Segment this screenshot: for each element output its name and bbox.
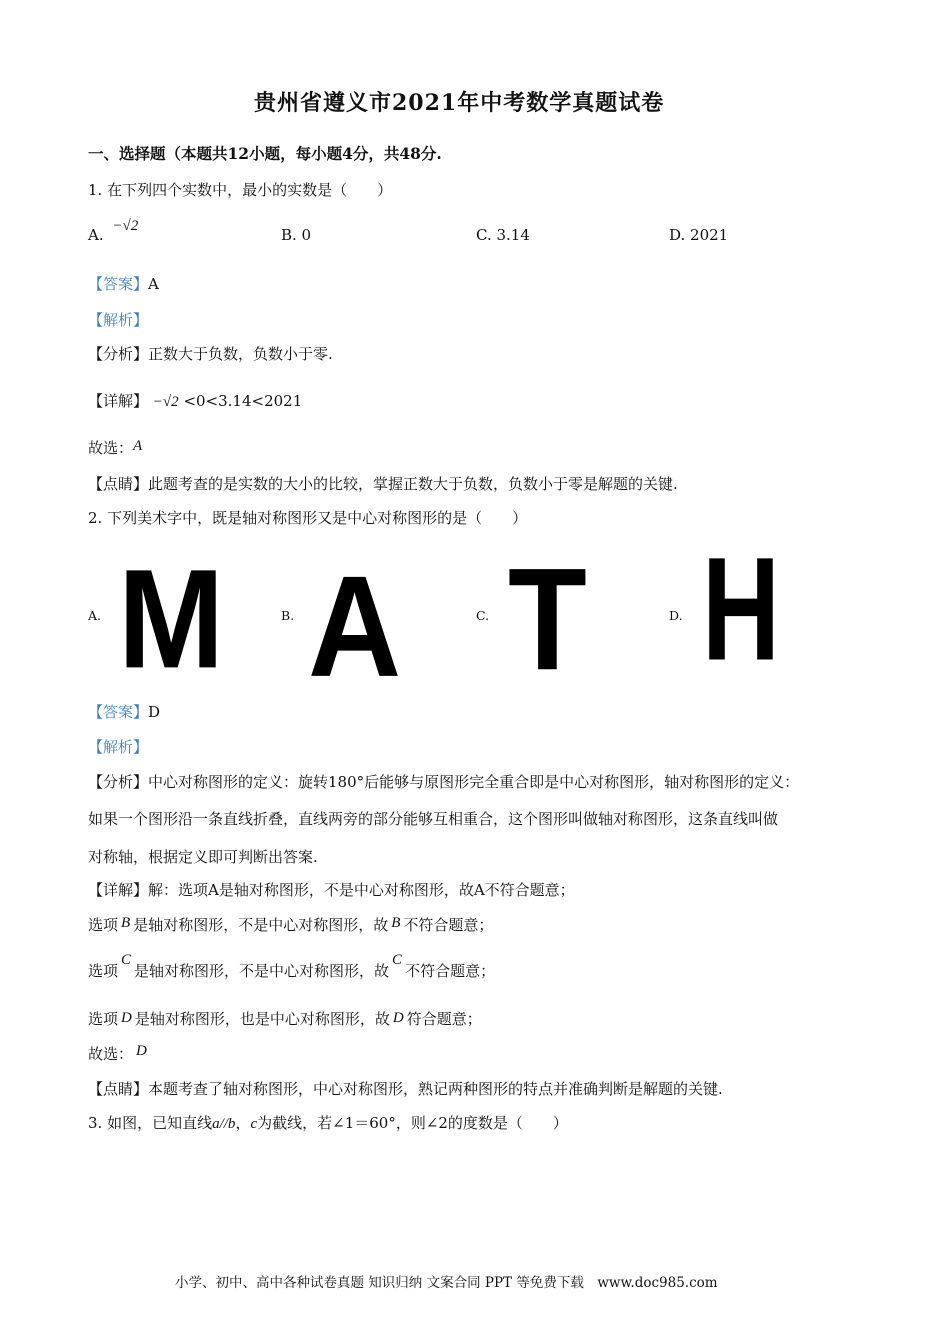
choose-label: 故选： xyxy=(88,439,134,457)
comment-tag: 【点睛】 xyxy=(88,1080,149,1098)
q1-option-a xyxy=(88,218,139,245)
q2-detail-line-b xyxy=(88,914,493,935)
q2-jiexi-tag: 【解析】 xyxy=(88,738,149,756)
detail-text: 选项 xyxy=(88,1010,119,1028)
comment-text: 此题考查的是实数的大小的比较，掌握正数大于负数，负数小于零是解题的关键. xyxy=(148,475,678,493)
detail-text: 不符合题意； xyxy=(405,962,496,980)
question-3-stem xyxy=(88,1112,568,1133)
analysis-text: 中心对称图形的定义：旋转180°后能够与原图形完全重合即是中心对称图形，轴对称图形的定义： xyxy=(148,773,800,791)
option-letter: B xyxy=(391,915,401,931)
q2-option-d-label: D. xyxy=(669,608,683,623)
q2-detail-line-1 xyxy=(88,879,575,900)
detail-text: 是轴对称图形，不是中心对称图形，故 xyxy=(133,916,389,934)
q1-option-c: C. 3.14 xyxy=(476,226,530,244)
q1-jiexi-tag: 【解析】 xyxy=(88,311,149,329)
answer-value: A xyxy=(148,275,159,293)
q1-option-d: D. 2021 xyxy=(669,226,729,244)
stem-text: 3. 如图，已知直线 xyxy=(88,1114,213,1132)
q1-comment xyxy=(88,473,678,494)
q1-detail xyxy=(88,390,302,411)
q2-analysis-line-3: 对称轴，根据定义即可判断出答案. xyxy=(88,848,318,866)
q2-option-a-label: A. xyxy=(88,608,102,623)
q1-option-b: B. 0 xyxy=(281,226,312,244)
option-letter: D xyxy=(121,1010,132,1026)
q2-glyph-a: A xyxy=(308,545,402,707)
detail-text: 选项 xyxy=(88,962,119,980)
q2-glyph-t: T xyxy=(508,537,587,701)
question-1-stem: 1. 在下列四个实数中，最小的实数是（ ） xyxy=(88,181,393,199)
math-expression: a//b xyxy=(212,1116,236,1132)
math-expression: c xyxy=(250,1116,258,1132)
q1-answer xyxy=(88,273,159,294)
q2-glyph-h: H xyxy=(702,526,780,691)
detail-tag: 【详解】 xyxy=(88,392,149,410)
section-heading: 一、选择题（本题共12小题，每小题4分，共48分. xyxy=(88,144,442,163)
q2-answer xyxy=(88,701,160,722)
choose-label: 故选： xyxy=(88,1045,134,1063)
option-letter: D xyxy=(392,1010,404,1026)
comment-text: 本题考查了轴对称图形，中心对称图形，熟记两种图形的特点并准确判断是解题的关键. xyxy=(148,1080,723,1098)
analysis-tag: 【分析】 xyxy=(88,773,149,791)
option-letter: C xyxy=(121,952,132,968)
detail-text: <0<3.14<2021 xyxy=(183,392,303,410)
detail-text: 是轴对称图形，也是中心对称图形，故 xyxy=(134,1010,390,1028)
comment-tag: 【点睛】 xyxy=(88,475,149,493)
detail-text: 是轴对称图形，不是中心对称图形，故 xyxy=(134,962,390,980)
detail-text: 选项 xyxy=(88,916,119,934)
answer-tag: 【答案】 xyxy=(88,703,149,721)
page-footer: 小学、初中、高中各种试卷真题 知识归纳 文案合同 PPT 等免费下载 www.doc985.com xyxy=(175,1275,718,1291)
option-letter: C xyxy=(392,952,403,968)
detail-text: 解：选项A是轴对称图形，不是中心对称图形，故A不符合题意； xyxy=(148,881,575,899)
q1-choose xyxy=(88,437,142,458)
q2-detail-line-d xyxy=(88,1008,482,1029)
math-expression: −√2 xyxy=(152,394,179,410)
q2-option-c-label: C. xyxy=(476,608,490,623)
q2-glyph-m: M xyxy=(118,539,225,698)
detail-text: 不符合题意； xyxy=(403,916,494,934)
analysis-text: 正数大于负数，负数小于零. xyxy=(148,345,333,363)
stem-text: ， xyxy=(235,1114,251,1132)
option-label: A. xyxy=(88,226,104,244)
q2-analysis-line-1 xyxy=(88,771,799,792)
answer-value: D xyxy=(148,703,161,721)
q2-comment xyxy=(88,1078,723,1099)
detail-text: 符合题意； xyxy=(406,1010,482,1028)
page-title: 贵州省遵义市2021年中考数学真题试卷 xyxy=(254,90,665,116)
q2-option-b-label: B. xyxy=(281,608,295,623)
analysis-tag: 【分析】 xyxy=(88,345,149,363)
q2-choose xyxy=(88,1043,147,1064)
math-expression: −√2 xyxy=(112,218,139,234)
q2-analysis-line-2: 如果一个图形沿一条直线折叠，直线两旁的部分能够互相重合，这个图形叫做轴对称图形，这条直线叫做 xyxy=(88,810,779,828)
question-2-stem: 2. 下列美术字中，既是轴对称图形又是中心对称图形的是（ ） xyxy=(88,509,528,527)
choose-letter: A xyxy=(133,438,143,454)
option-letter: B xyxy=(121,915,131,931)
stem-text: 为截线，若∠1＝60°，则∠2的度数是（ ） xyxy=(257,1114,568,1132)
q2-detail-line-c xyxy=(88,952,496,981)
detail-tag: 【详解】 xyxy=(88,881,149,899)
choose-letter: D xyxy=(136,1043,147,1059)
q1-analysis xyxy=(88,343,333,364)
answer-tag: 【答案】 xyxy=(88,275,149,293)
